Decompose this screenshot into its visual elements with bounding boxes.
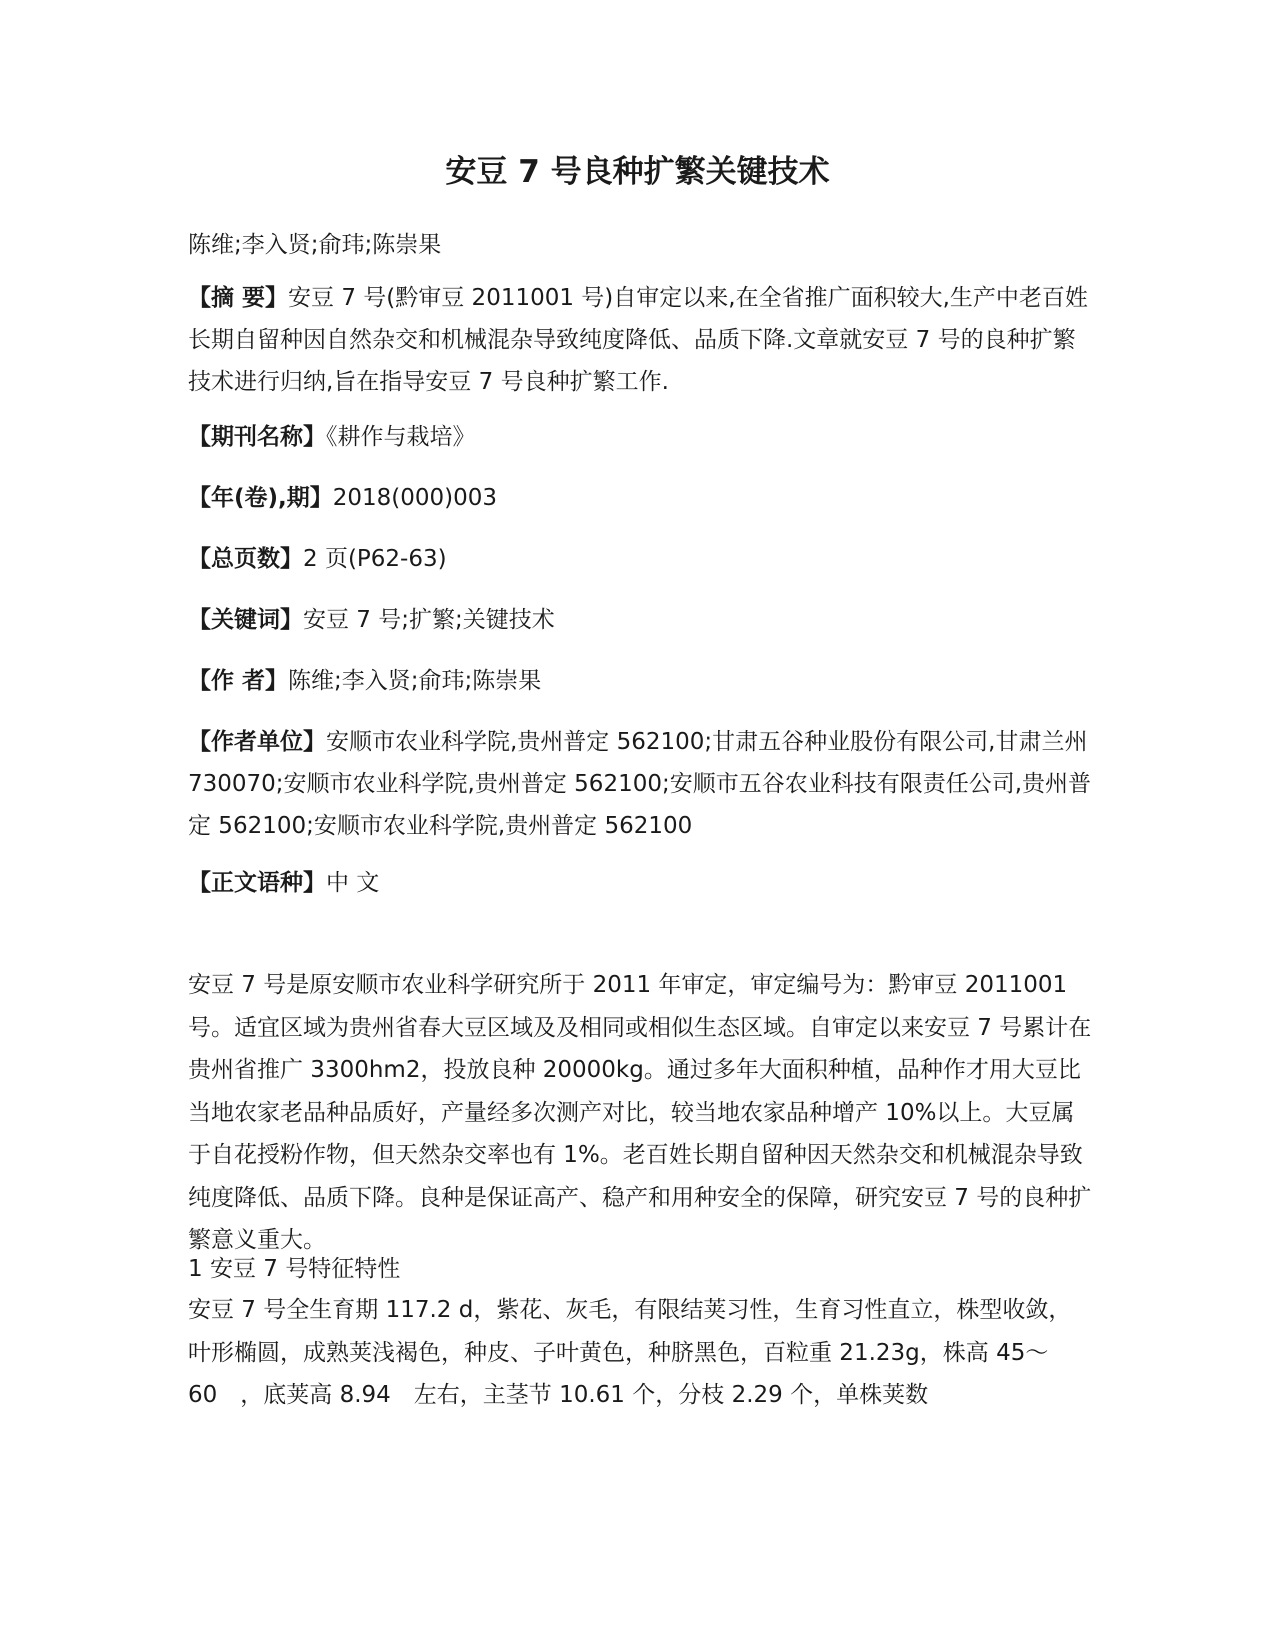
- affiliation-text: 安顺市农业科学院,贵州普定 562100;甘肃五谷种业股份有限公司,甘肃兰州 730070;安顺市农业科学院,贵州普定 562100;安顺市五谷农业科技有限责任公司,贵州普定 562100;安顺市农业科学院,贵州普定 562100: [188, 729, 1092, 839]
- issue-text: 2018(000)003: [332, 485, 498, 511]
- language-label: 【正文语种】: [188, 870, 326, 896]
- journal-label: 【期刊名称】: [188, 424, 326, 450]
- pages-field: [188, 538, 1093, 580]
- author-line: 陈维;李入贤;俞玮;陈崇果: [188, 232, 442, 258]
- language-text: 中 文: [326, 870, 380, 896]
- affiliation-label: 【作者单位】: [188, 729, 326, 755]
- keywords-field: [188, 599, 1093, 641]
- section-paragraph: 安豆 7 号全生育期 117.2 d，紫花、灰毛，有限结荚习性，生育习性直立，株型收敛，叶形椭圆，成熟荚浅褐色，种皮、子叶黄色，种脐黑色，百粒重 21.23g，株高 45～60 ，底荚高 8.94 左右，主茎节 10.61 个，分枝 2.29 个，单株荚数: [188, 1297, 1072, 1408]
- keywords-text: 安豆 7 号;扩繁;关键技术: [303, 607, 555, 633]
- abstract-field: [188, 277, 1093, 403]
- keywords-label: 【关键词】: [188, 607, 303, 633]
- paper-title: 安豆 7 号良种扩繁关键技术: [445, 154, 830, 190]
- abstract-text: 安豆 7 号(黔审豆 2011001 号)自审定以来,在全省推广面积较大,生产中老百姓长期自留种因自然杂交和机械混杂导致纯度降低、品质下降.文章就安豆 7 号的良种扩繁技术进行归纳,旨在指导安豆 7 号良种扩繁工作.: [188, 285, 1088, 395]
- affiliation-field: [188, 721, 1093, 847]
- author-label: 【作 者】: [188, 668, 289, 694]
- section-heading: 1 安豆 7 号特征特性: [188, 1256, 401, 1282]
- intro-paragraph: 安豆 7 号是原安顺市农业科学研究所于 2011 年审定，审定编号为：黔审豆 2011001 号。适宜区域为贵州省春大豆区域及及相同或相似生态区域。自审定以来安豆 7 号累计在贵州省推广 3300hm2，投放良种 20000kg。通过多年大面积种植，品种作才用大豆比当地农家老品种品质好，产量经多次测产对比，较当地农家品种增产 10%以上。大豆属于自花授粉作物，但天然杂交率也有 1%。老百姓长期自留种因天然杂交和机械混杂导致纯度降低、品质下降。良种是保证高产、稳产和用种安全的保障，研究安豆 7 号的良种扩繁意义重大。: [188, 972, 1092, 1253]
- pages-label: 【总页数】: [188, 546, 303, 572]
- language-field: [188, 862, 1093, 904]
- journal-text: 《耕作与栽培》: [326, 424, 476, 450]
- issue-label: 【年(卷),期】: [188, 485, 333, 511]
- issue-field: [188, 477, 1093, 519]
- pages-text: 2 页(P62-63): [303, 546, 447, 572]
- author-field: [188, 660, 1093, 702]
- journal-field: [188, 416, 1093, 458]
- author-text: 陈维;李入贤;俞玮;陈崇果: [288, 668, 542, 694]
- abstract-label: 【摘 要】: [188, 285, 289, 311]
